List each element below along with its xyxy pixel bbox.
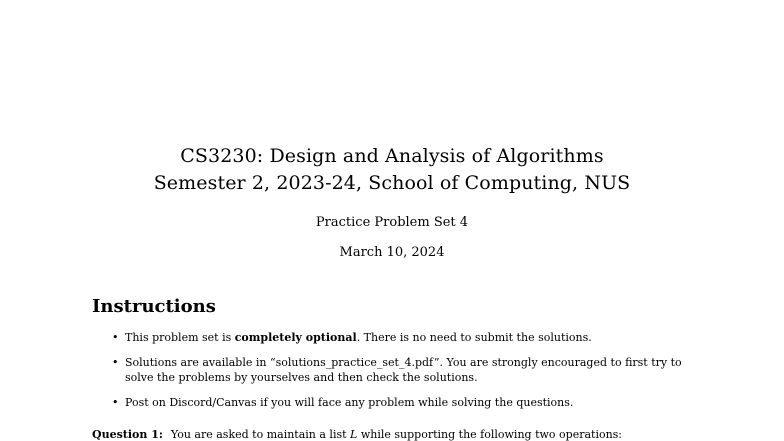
question-1 xyxy=(92,428,622,441)
item-text-pre: This problem set is xyxy=(125,331,235,344)
list-item xyxy=(112,355,682,385)
question-variable: L xyxy=(350,428,358,441)
list-item xyxy=(112,330,682,345)
instructions-list xyxy=(112,330,682,420)
instructions-heading: Instructions xyxy=(92,296,216,317)
item-emphasis: completely optional xyxy=(234,331,357,344)
bullet-icon: • xyxy=(112,331,119,344)
bullet-icon: • xyxy=(112,356,119,369)
item-text: Post on Discord/Canvas if you will face any problem while solving the questions. xyxy=(125,396,574,409)
course-title: CS3230: Design and Analysis of Algorithms xyxy=(180,145,604,167)
semester-line: Semester 2, 2023-24, School of Computing, NUS xyxy=(153,172,631,194)
problem-set-title: Practice Problem Set 4 xyxy=(315,215,469,230)
document-date: March 10, 2024 xyxy=(339,245,445,260)
question-text-pre: You are asked to maintain a list xyxy=(170,428,351,441)
item-text-post: . There is no need to submit the solutions. xyxy=(356,331,592,344)
list-item xyxy=(112,395,682,410)
question-label: Question 1: xyxy=(92,428,163,441)
item-text: Solutions are available in “solutions_practice_set_4.pdf”. You are strongly encouraged to first try to solve the problems by yourselves and then check the solutions. xyxy=(125,356,682,384)
bullet-icon: • xyxy=(112,396,119,409)
question-text-post: while supporting the following two operations: xyxy=(357,428,623,441)
